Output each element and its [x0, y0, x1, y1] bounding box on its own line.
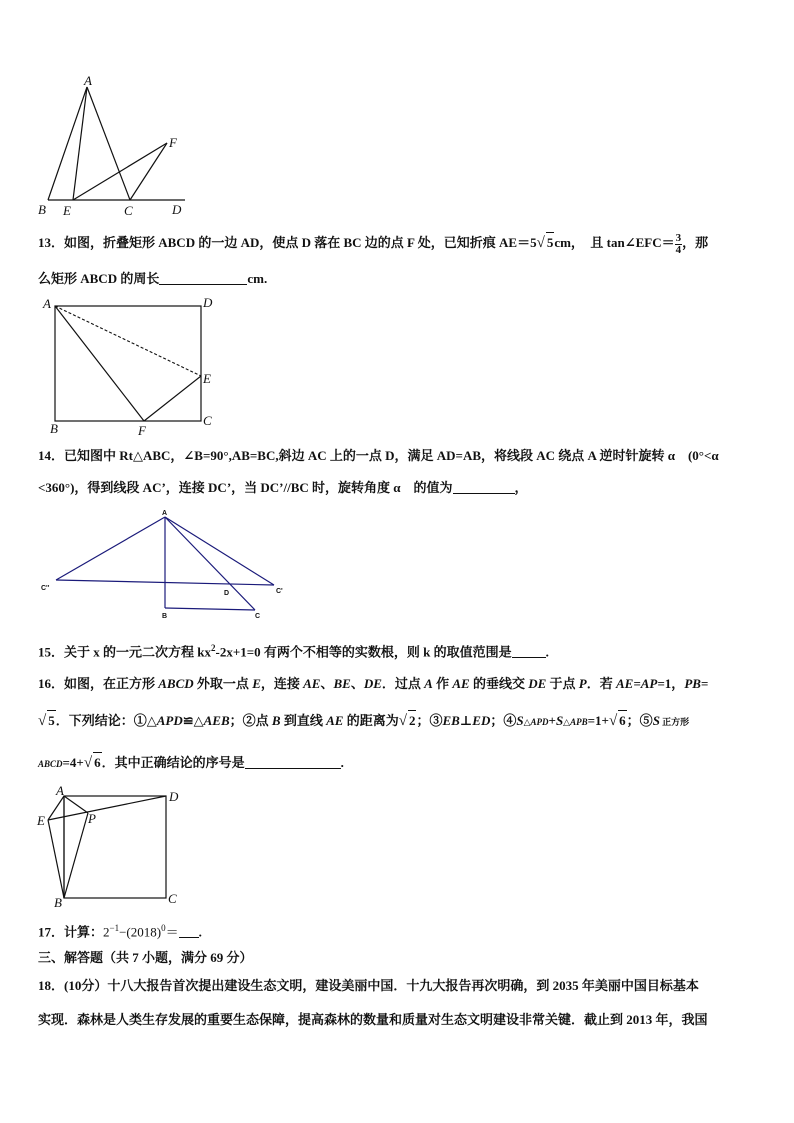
figure-q13 — [40, 293, 225, 438]
q16-sqrt-2: 2 — [408, 710, 417, 731]
label-p: P — [88, 811, 96, 826]
label-d: D — [169, 789, 179, 804]
q15-text-b: -2x+1=0 有两个不相等的实数根，则 k 的取值范围是 — [215, 644, 512, 660]
figure-q12-svg — [30, 72, 190, 222]
q16-t: ；④ — [490, 713, 517, 728]
q16-t: 、 — [320, 676, 334, 691]
q16-t: 的距离为 — [343, 713, 399, 728]
q16-t: ．若 — [586, 676, 617, 691]
q17-mid: −(2018) — [119, 924, 162, 940]
label-b: B — [54, 895, 62, 910]
q15-superscript: 2 — [210, 643, 216, 653]
q17-exp2: 0 — [161, 923, 166, 933]
q16-t: + — [548, 713, 556, 728]
q16-t: DE — [363, 676, 382, 691]
q16-t: AEB — [203, 713, 230, 728]
label-f: F — [138, 423, 146, 438]
q16-t: 16．如图，在正方形 — [38, 676, 159, 691]
question-14-line2 — [38, 478, 764, 498]
q16-t: 于点 — [546, 676, 579, 691]
q13-text-b: cm， 且 tan∠EFC＝ — [554, 235, 675, 250]
q16-t: E — [252, 676, 261, 691]
label-c: C — [168, 891, 177, 906]
question-15 — [38, 638, 764, 662]
label-b: B — [50, 421, 58, 436]
q16-t: ，连接 — [260, 676, 304, 691]
q16-t: ；②点 — [229, 713, 272, 728]
question-18-line1: 18．(10分）十八大报告首次提出建设生态文明，建设美丽中国．十九大报告再次明确，到 2035 年美丽中国目标基本 — [38, 978, 699, 993]
label-d: D — [203, 295, 213, 310]
question-14-line1: 14．已知图中 Rt△ABC，∠B=90°,AB=BC,斜边 AC 上的一点 D，满足 AD=AB，将线段 AC 绕点 A 逆时针旋转 α (0°<α — [38, 448, 719, 463]
q17-exp1: −1 — [109, 923, 120, 933]
q16-t: BE — [333, 676, 351, 691]
q16-t: AE — [303, 676, 321, 691]
q17-eq: ＝ — [165, 924, 179, 940]
q13-fraction — [675, 233, 683, 256]
q16-t: P — [578, 676, 587, 691]
question-18-line2: 实现．森林是人类生存发展的重要生态保障，提高森林的数量和质量对生态文明建设非常关键．截止到 2013 年，我国 — [38, 1012, 708, 1027]
label-b: B — [162, 613, 168, 620]
q16-t: =1+ — [587, 713, 609, 728]
q16-t: A — [424, 676, 433, 691]
q13-frac-num: 3 — [675, 231, 682, 244]
q16-t: ABCD — [38, 759, 63, 769]
label-e: E — [37, 813, 45, 828]
q16-t: ≌△ — [182, 713, 204, 728]
label-b: B — [38, 202, 46, 217]
figure-q16-svg — [34, 783, 189, 913]
q16-sqrt-5: 5 — [47, 710, 56, 731]
q16-t: =4+ — [62, 755, 84, 770]
q16-t: AE — [326, 713, 344, 728]
q13-text-e: cm. — [247, 271, 268, 286]
q14-text-a: <360°)，得到线段 AC’，连接 DC’，当 DC’//BC 时，旋转角度 α 的值为 — [38, 480, 453, 495]
q15-text-c: . — [545, 644, 549, 660]
q16-t: 1， — [664, 676, 685, 691]
q16-t: ．下列结论：①△ — [55, 713, 157, 728]
q16-t: ⊥ — [459, 713, 473, 728]
q16-t: ED — [472, 713, 491, 728]
figure-q14-svg — [40, 505, 300, 625]
label-c: C — [124, 203, 133, 218]
q16-t: ．过点 — [381, 676, 425, 691]
q14-text-b: ， — [514, 480, 528, 495]
q16-t: B — [271, 713, 281, 728]
q16-t: ．其中正确结论的序号是 — [101, 755, 245, 770]
q16-t: S — [555, 713, 564, 728]
figure-q14 — [40, 505, 300, 625]
label-a: A — [162, 510, 168, 517]
label-a: A — [43, 296, 51, 311]
q17-text-a: 17．计算： — [38, 924, 104, 940]
q16-sqrt-6b: 6 — [93, 752, 102, 773]
q17-base: 2 — [103, 924, 110, 940]
label-a: A — [84, 73, 92, 88]
q16-t: PB= — [684, 676, 709, 691]
q16-t: AE=AP= — [616, 676, 665, 691]
q16-t: 外取一点 — [193, 676, 253, 691]
q16-answer-blank[interactable] — [245, 754, 341, 769]
q14-answer-blank[interactable] — [453, 479, 515, 494]
label-c: C — [255, 613, 261, 620]
q16-t: S — [652, 713, 660, 728]
q16-t: . — [340, 755, 344, 770]
q16-t: 到直线 — [280, 713, 327, 728]
q15-answer-blank[interactable] — [512, 643, 546, 658]
q16-t: △APB — [563, 717, 588, 727]
q16-t: ABCD — [158, 676, 194, 691]
question-17 — [38, 918, 764, 942]
q16-t: 的垂线交 — [469, 676, 529, 691]
q13-frac-den: 4 — [675, 243, 682, 256]
label-d: D — [224, 590, 230, 597]
q17-answer-blank[interactable] — [179, 923, 199, 938]
question-16-line2: √ 5．下列结论：①△APD≌△AEB；②点 B 到直线 AE 的距离为√ 2；③EB⊥ED；④S△APD+S△APB=1+√ 6；⑤S 正方形 — [38, 710, 764, 732]
q13-text-c: ，那 — [682, 235, 709, 250]
q16-t: EB — [442, 713, 460, 728]
label-f: F — [169, 135, 177, 150]
label-a: A — [56, 783, 64, 798]
label-c-double-prime: C'' — [41, 585, 50, 592]
q13-answer-blank[interactable] — [159, 270, 247, 285]
q16-t: 作 — [432, 676, 453, 691]
q16-t: 正方形 — [659, 717, 690, 727]
q16-t: AE — [452, 676, 470, 691]
section-3-heading: 三、解答题（共 7 小题，满分 69 分） — [38, 950, 253, 965]
q13-sqrt: 5 — [546, 232, 555, 253]
q16-t: 、 — [350, 676, 364, 691]
q16-t: APD — [156, 713, 183, 728]
q16-t: △APD — [523, 717, 549, 727]
q16-t: DE — [528, 676, 547, 691]
label-d: D — [172, 202, 182, 217]
q16-t: ；⑤ — [626, 713, 653, 728]
label-c: C — [203, 413, 212, 428]
label-c-prime: C' — [276, 588, 283, 595]
q16-sqrt-6: 6 — [618, 710, 627, 731]
q13-text-d: 么矩形 ABCD 的周长 — [38, 271, 160, 286]
q16-t: S — [516, 713, 524, 728]
figure-q16 — [34, 783, 189, 913]
figure-q13-svg — [40, 293, 225, 438]
q13-text-a: 13．如图，折叠矩形 ABCD 的一边 AD，使点 D 落在 BC 边的点 F 处，已知折痕 AE＝5 — [38, 235, 537, 250]
label-e: E — [63, 203, 71, 218]
q17-text-b: . — [198, 924, 202, 940]
question-13-line2 — [38, 269, 764, 289]
question-16-line1 — [38, 674, 764, 694]
figure-q12 — [30, 72, 190, 222]
question-13-line1: 13．如图，折叠矩形 ABCD 的一边 AD，使点 D 落在 BC 边的点 F 处，已知折痕 AE＝5√ 5cm， 且 tan∠EFC＝ $\frac{3}{4}$ ，那 — [38, 231, 709, 256]
q16-t: ；③ — [416, 713, 443, 728]
label-e: E — [203, 371, 211, 386]
question-16-line3: ABCD=4+√ 6．其中正确结论的序号是 . — [38, 752, 764, 774]
q15-text-a: 15．关于 x 的一元二次方程 kx — [38, 644, 211, 660]
